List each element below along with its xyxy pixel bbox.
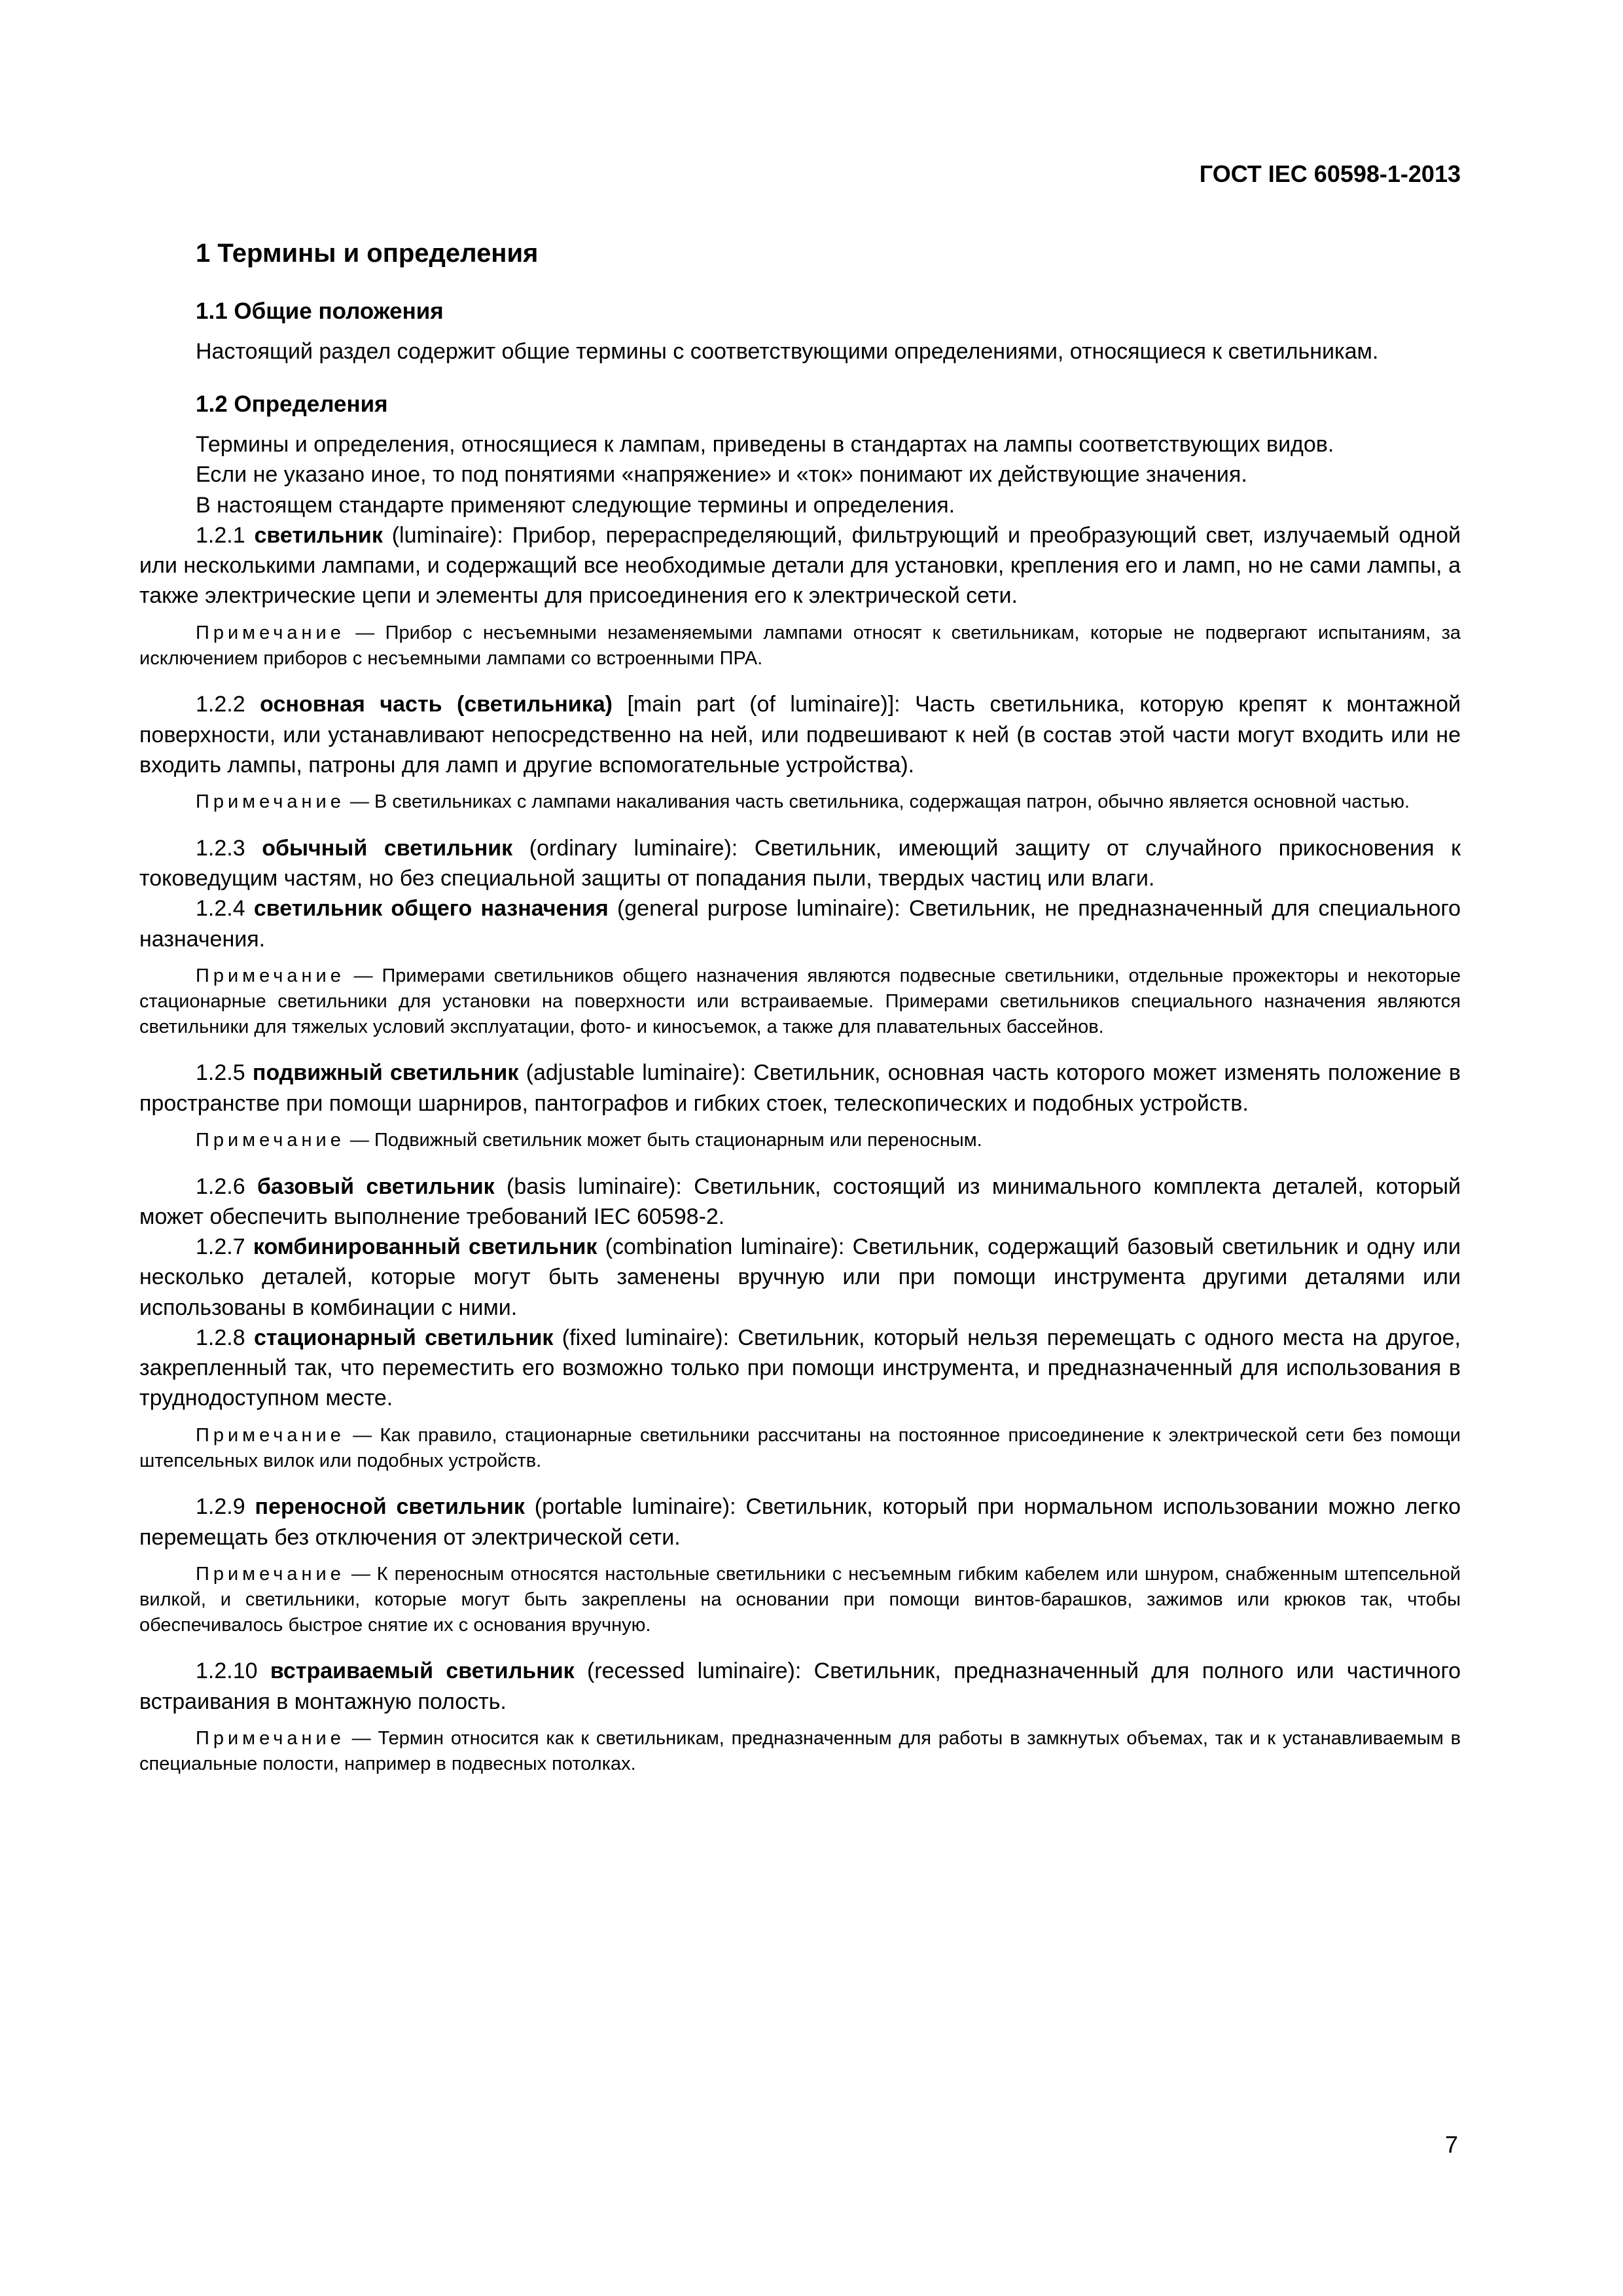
paragraph [139,1492,1461,1552]
note [139,789,1461,815]
text-run: (general purpose luminaire): Светильник, не предназначенный для специального назначения. [139,896,1461,952]
text-run: (luminaire): Прибор, перераспределяющий, фильтрующий и преобразующий свет, излучаемый одной или несколькими лампами, и содержащий все необходимые детали для установки, крепления его и ламп, но не сами лампы, а также электрические цепи и элементы для присоединения его к электрической сети. [139,522,1461,609]
paragraph [139,429,1461,459]
text-run: (portable luminaire): Светильник, который при нормальном использовании можно легко перемещать без отключения от электрической сети. [139,1494,1461,1550]
term-bold: стационарный светильник [254,1325,554,1350]
term-bold: основная часть (светильника) [260,692,613,717]
note-text: — Как правило, стационарные светильники рассчитаны на постоянное присоединение к электрической сети без помощи штепсельных вилок или подобных устройств. [139,1424,1461,1471]
text-run: (adjustable luminaire): Светильник, основная часть которого может изменять положение в пространстве при помощи шарниров, пантографов и гибких стоек, телескопических и подобных устройств. [139,1060,1461,1116]
text-run: 1.2.1 [196,522,255,548]
text-run: 1.2.10 [196,1659,270,1684]
term-bold: светильник [254,522,383,548]
term-bold: светильник общего назначения [253,896,609,922]
text-run: (basis luminaire): Светильник, состоящий из минимального комплекта деталей, который может обеспечить выполнение требований IEC 60598-2. [139,1174,1461,1229]
paragraph [139,1232,1461,1323]
text-run: 1.2.3 [196,835,262,861]
text-run: 1.2.8 [196,1325,254,1350]
text-run: 1.2.9 [196,1494,255,1520]
text-run: Если не указано иное, то под понятиями «напряжение» и «ток» понимают их действующие значения. [196,462,1247,488]
text-run: Термины и определения, относящиеся к лампам, приведены в стандартах на лампы соответствующих видов. [196,432,1334,457]
text-run: [main part (of luminaire)]: Часть светильника, которую крепят к монтажной поверхности, или устанавливают непосредственно на ней, или подвешивают к ней (в состав этой части могут входить или не входить лампы, патроны для ламп и другие вспомогательные устройства). [139,692,1461,778]
note [139,1726,1461,1777]
paragraph [139,1058,1461,1118]
term-bold: подвижный светильник [252,1060,519,1086]
note [139,1562,1461,1638]
note-label: Примечание [196,1129,345,1151]
paragraph [139,336,1461,367]
text-run: (fixed luminaire): Светильник, который нельзя перемещать с одного места на другое, закрепленный так, что переместить его возможно только при помощи инструмента, и предназначенный для использования в труднодоступном месте. [139,1325,1461,1411]
paragraph [139,520,1461,611]
paragraph [139,1656,1461,1716]
text-run: 1.2.4 [196,896,254,922]
section-subheading: 1.1 Общие положения [196,298,444,324]
note-text: — Примерами светильников общего назначения являются подвесные светильники, отдельные прожекторы и некоторые стационарные светильники для установки на поверхности или встраиваемые. Примерами светильников специального назначения являются светильники для тяжелых условий эксплуатации, фото- и киносъемок, а также для плавательных бассейнов. [139,965,1461,1037]
text-run: (ordinary luminaire): Светильник, имеющий защиту от случайного прикосновения к токоведущим частям, но без специальной защиты от попадания пыли, твердых частиц или влаги. [139,835,1461,891]
note [139,1423,1461,1474]
text-run: Настоящий раздел содержит общие термины с соответствующими определениями, относящиеся к светильникам. [196,339,1379,364]
note-label: Примечание [196,1424,345,1446]
paragraph [139,833,1461,893]
note [139,963,1461,1040]
paragraph [139,1323,1461,1414]
text-run: В настоящем стандарте применяют следующие термины и определения. [196,492,955,518]
paragraph [139,893,1461,954]
text-run: (recessed luminaire): Светильник, предназначенный для полного или частичного встраивания в монтажную полость. [139,1659,1461,1714]
note-text: — Подвижный светильник может быть стационарным или переносным. [344,1129,982,1151]
term-bold: переносной светильник [255,1494,525,1520]
paragraph [139,689,1461,780]
text-run: 1.2.7 [196,1234,253,1260]
note-label: Примечание [196,1727,345,1749]
note [139,620,1461,672]
paragraph [139,1172,1461,1232]
note-text: — Прибор с несъемными незаменяемыми лампами относят к светильникам, которые не подвергают испытаниям, за исключением приборов с несъемными лампами со встроенными ПРА. [139,622,1461,669]
page-number: 7 [1444,2131,1458,2158]
section-title: 1 Термины и определения [196,239,539,268]
note-label: Примечание [196,791,345,813]
note-label: Примечание [196,965,345,986]
page-header: ГОСТ IEC 60598-1-2013 [1199,160,1461,187]
note-text: — В светильниках с лампами накаливания часть светильника, содержащая патрон, обычно является основной частью. [344,791,1410,813]
text-run: 1.2.2 [196,692,260,717]
term-bold: комбинированный светильник [253,1234,597,1260]
term-bold: обычный светильник [262,835,513,861]
paragraph [139,459,1461,490]
note-label: Примечание [196,622,345,643]
text-run: 1.2.6 [196,1174,257,1199]
note-label: Примечание [196,1563,345,1585]
paragraph [139,490,1461,520]
text-run: (combination luminaire): Светильник, содержащий базовый светильник и одну или несколько деталей, которые могут быть заменены вручную или при помощи инструмента другими деталями или использованы в комбинации с ними. [139,1234,1461,1320]
section-subheading: 1.2 Определения [196,391,388,418]
note-text: — К переносным относятся настольные светильники с несъемным гибким кабелем или шнуром, снабженным штепсельной вилкой, и светильники, которые могут быть закреплены на основании при помощи винтов-барашков, зажимов или крюков так, чтобы обеспечивалось быстрое снятие их с основания вручную. [139,1563,1461,1636]
document-body [139,298,1461,1777]
note [139,1128,1461,1153]
note-text: — Термин относится как к светильникам, предназначенным для работы в замкнутых объемах, так и к устанавливаемым в специальные полости, например в подвесных потолках. [139,1727,1461,1774]
term-bold: встраиваемый светильник [270,1659,575,1684]
text-run: 1.2.5 [196,1060,253,1086]
term-bold: базовый светильник [257,1174,495,1199]
